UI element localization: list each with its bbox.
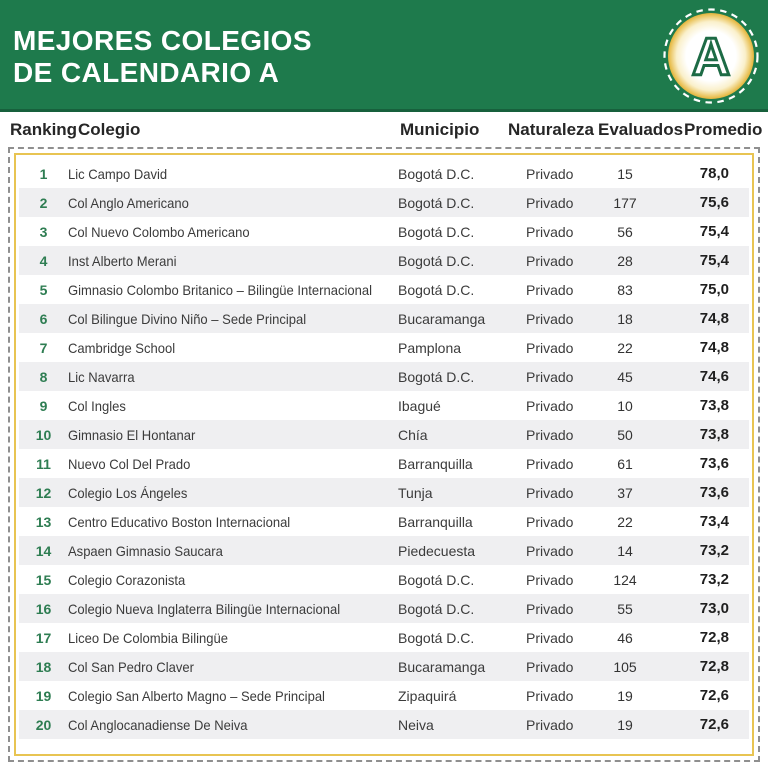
- table-row: [19, 681, 749, 710]
- table-row: [19, 565, 749, 594]
- nature-cell: Privado: [526, 455, 574, 472]
- rank-cell: 11: [36, 455, 51, 472]
- school-name-cell: Colegio San Alberto Magno – Sede Principal: [68, 687, 325, 704]
- rank-cell: 18: [35, 658, 52, 675]
- school-name-cell: Colegio Corazonista: [68, 571, 186, 588]
- rank-cell: 1: [39, 165, 48, 182]
- rank-cell: 15: [35, 571, 52, 588]
- municipality-cell: Bogotá D.C.: [398, 629, 475, 646]
- column-header-evaluados: Evaluados: [598, 119, 684, 139]
- municipality-cell: Barranquilla: [398, 513, 473, 530]
- title-banner: [0, 0, 768, 112]
- rank-cell: 9: [39, 397, 48, 414]
- evaluated-cell: 22: [617, 513, 633, 530]
- average-cell: 75,4: [699, 252, 729, 269]
- table-row: [19, 362, 749, 391]
- table-row: [19, 159, 749, 188]
- average-cell: 72,8: [699, 629, 729, 646]
- municipality-cell: Bogotá D.C.: [398, 252, 475, 269]
- evaluated-cell: 10: [617, 397, 633, 414]
- school-name-cell: Aspaen Gimnasio Saucara: [68, 542, 223, 559]
- average-cell: 75,4: [699, 223, 729, 240]
- municipality-cell: Bucaramanga: [398, 310, 486, 327]
- average-cell: 73,6: [699, 484, 729, 501]
- badge-letter: A: [691, 28, 731, 87]
- municipality-cell: Bogotá D.C.: [398, 281, 475, 298]
- table-row: [19, 188, 749, 217]
- municipality-cell: Neiva: [398, 716, 434, 733]
- nature-cell: Privado: [526, 600, 574, 617]
- table-row: [19, 275, 749, 304]
- average-cell: 72,6: [699, 716, 729, 733]
- nature-cell: Privado: [526, 281, 574, 298]
- nature-cell: Privado: [526, 687, 574, 704]
- table-header-row: [0, 112, 768, 147]
- evaluated-cell: 14: [617, 542, 633, 559]
- evaluated-cell: 19: [617, 687, 633, 704]
- average-cell: 75,6: [699, 194, 729, 211]
- average-cell: 73,2: [699, 542, 729, 559]
- table-row: [19, 217, 749, 246]
- municipality-cell: Piedecuesta: [398, 542, 476, 559]
- table-row: [19, 391, 749, 420]
- evaluated-cell: 19: [617, 716, 633, 733]
- column-header-ranking: Ranking: [10, 119, 78, 139]
- rank-cell: 7: [39, 339, 48, 356]
- page-title-line2: DE CALENDARIO A: [13, 57, 280, 88]
- municipality-cell: Barranquilla: [398, 455, 473, 472]
- page-title-line1: MEJORES COLEGIOS: [13, 25, 312, 56]
- school-name-cell: Liceo De Colombia Bilingüe: [68, 629, 228, 646]
- average-cell: 73,8: [699, 397, 729, 414]
- school-name-cell: Lic Navarra: [68, 368, 135, 385]
- evaluated-cell: 177: [613, 194, 637, 211]
- municipality-cell: Bucaramanga: [398, 658, 486, 675]
- school-name-cell: Gimnasio Colombo Britanico – Bilingüe Internacional: [68, 281, 372, 298]
- average-cell: 78,0: [699, 165, 729, 182]
- evaluated-cell: 28: [617, 252, 633, 269]
- calendar-a-badge-graphic: [661, 6, 761, 106]
- table-row: [19, 507, 749, 536]
- nature-cell: Privado: [526, 542, 574, 559]
- school-name-cell: Cambridge School: [68, 339, 176, 356]
- municipality-cell: Pamplona: [398, 339, 462, 356]
- average-cell: 73,4: [699, 513, 729, 530]
- municipality-cell: Bogotá D.C.: [398, 571, 475, 588]
- evaluated-cell: 105: [613, 658, 637, 675]
- average-cell: 73,8: [699, 426, 729, 443]
- rank-cell: 5: [39, 281, 48, 298]
- table-row: [19, 420, 749, 449]
- municipality-cell: Bogotá D.C.: [398, 368, 475, 385]
- school-name-cell: Centro Educativo Boston Internacional: [68, 513, 291, 530]
- nature-cell: Privado: [526, 513, 574, 530]
- rank-cell: 2: [39, 194, 48, 211]
- municipality-cell: Bogotá D.C.: [398, 223, 475, 240]
- average-cell: 73,0: [699, 600, 729, 617]
- nature-cell: Privado: [526, 194, 574, 211]
- table-row: [19, 536, 749, 565]
- average-cell: 73,2: [699, 571, 729, 588]
- school-name-cell: Colegio Los Ángeles: [68, 484, 188, 501]
- nature-cell: Privado: [526, 658, 574, 675]
- average-cell: 72,6: [699, 687, 729, 704]
- rank-cell: 13: [35, 513, 52, 530]
- table-row: [19, 478, 749, 507]
- evaluated-cell: 45: [617, 368, 633, 385]
- evaluated-cell: 124: [613, 571, 637, 588]
- nature-cell: Privado: [526, 252, 574, 269]
- table-row: [19, 333, 749, 362]
- nature-cell: Privado: [526, 165, 574, 182]
- school-name-cell: Col San Pedro Claver: [68, 658, 194, 675]
- average-cell: 74,6: [699, 368, 729, 385]
- evaluated-cell: 83: [617, 281, 633, 298]
- evaluated-cell: 15: [617, 165, 633, 182]
- evaluated-cell: 46: [617, 629, 633, 646]
- evaluated-cell: 61: [617, 455, 633, 472]
- table-row: [19, 304, 749, 333]
- nature-cell: Privado: [526, 339, 574, 356]
- rank-cell: 10: [35, 426, 52, 443]
- nature-cell: Privado: [526, 716, 574, 733]
- rank-cell: 14: [35, 542, 52, 559]
- table-row: [19, 246, 749, 275]
- average-cell: 74,8: [699, 310, 729, 327]
- municipality-cell: Ibagué: [398, 397, 441, 414]
- column-header-promedio: Promedio: [684, 119, 763, 139]
- nature-cell: Privado: [526, 397, 574, 414]
- table-body: [14, 153, 754, 756]
- rank-cell: 20: [35, 716, 52, 733]
- evaluated-cell: 37: [617, 484, 633, 501]
- nature-cell: Privado: [526, 223, 574, 240]
- average-cell: 74,8: [699, 339, 729, 356]
- column-header-municipio: Municipio: [400, 119, 480, 139]
- evaluated-cell: 50: [617, 426, 633, 443]
- school-name-cell: Col Anglo Americano: [68, 194, 189, 211]
- municipality-cell: Bogotá D.C.: [398, 165, 475, 182]
- school-name-cell: Col Nuevo Colombo Americano: [68, 223, 250, 240]
- municipality-cell: Zipaquirá: [398, 687, 457, 704]
- table-row: [19, 594, 749, 623]
- school-name-cell: Col Anglocanadiense De Neiva: [68, 716, 248, 733]
- rank-cell: 12: [35, 484, 52, 501]
- municipality-cell: Tunja: [398, 484, 433, 501]
- school-name-cell: Nuevo Col Del Prado: [68, 455, 191, 472]
- nature-cell: Privado: [526, 426, 574, 443]
- school-name-cell: Inst Alberto Merani: [68, 252, 177, 269]
- calendar-a-badge: [661, 6, 761, 106]
- school-name-cell: Gimnasio El Hontanar: [68, 426, 196, 443]
- rank-cell: 19: [35, 687, 52, 704]
- school-name-cell: Col Bilingue Divino Niño – Sede Principal: [68, 310, 307, 327]
- average-cell: 72,8: [699, 658, 729, 675]
- school-name-cell: Lic Campo David: [68, 165, 168, 182]
- municipality-cell: Chía: [398, 426, 428, 443]
- school-name-cell: Col Ingles: [68, 397, 126, 414]
- rank-cell: 17: [35, 629, 52, 646]
- rank-cell: 3: [39, 223, 48, 240]
- municipality-cell: Bogotá D.C.: [398, 194, 475, 211]
- evaluated-cell: 18: [617, 310, 633, 327]
- evaluated-cell: 22: [617, 339, 633, 356]
- ranking-table-dashed-frame: [8, 147, 760, 762]
- rank-cell: 6: [39, 310, 48, 327]
- nature-cell: Privado: [526, 571, 574, 588]
- evaluated-cell: 56: [617, 223, 633, 240]
- rank-cell: 16: [35, 600, 52, 617]
- rank-cell: 4: [39, 252, 48, 269]
- table-row: [19, 449, 749, 478]
- nature-cell: Privado: [526, 484, 574, 501]
- municipality-cell: Bogotá D.C.: [398, 600, 475, 617]
- nature-cell: Privado: [526, 629, 574, 646]
- table-row: [19, 710, 749, 739]
- page-title: [13, 25, 312, 89]
- nature-cell: Privado: [526, 310, 574, 327]
- table-row: [19, 623, 749, 652]
- average-cell: 73,6: [699, 455, 729, 472]
- column-header-colegio: Colegio: [78, 119, 141, 139]
- rank-cell: 8: [39, 368, 48, 385]
- column-header-naturaleza: Naturaleza: [508, 119, 594, 139]
- table-row: [19, 652, 749, 681]
- average-cell: 75,0: [699, 281, 729, 298]
- school-name-cell: Colegio Nueva Inglaterra Bilingüe Internacional: [68, 600, 341, 617]
- nature-cell: Privado: [526, 368, 574, 385]
- evaluated-cell: 55: [617, 600, 633, 617]
